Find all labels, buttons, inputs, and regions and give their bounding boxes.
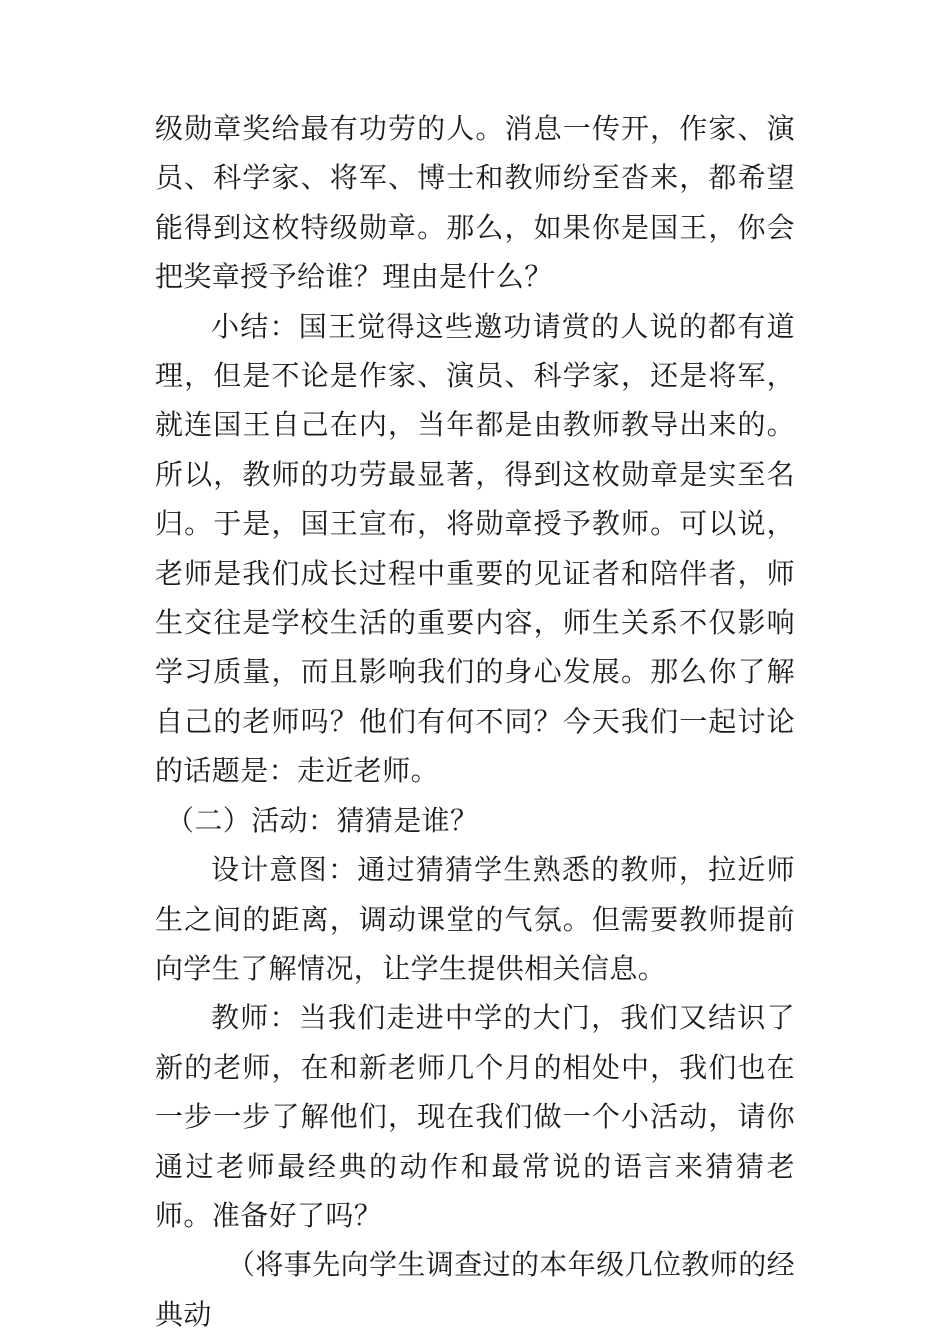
paragraph-instruction-note: （将事先向学生调查过的本年级几位教师的经典动: [155, 1248, 796, 1331]
paragraph-king-medal: 级勋章奖给最有功劳的人。消息一传开，作家、演员、科学家、将军、博士和教师纷至沓来，都希望能得到这枚特级勋章。那么，如果你是国王，你会把奖章授予给谁？理由是什么？: [155, 112, 795, 294]
document-body: [155, 104, 795, 1339]
paragraph-summary: 小结：国王觉得这些邀功请赏的人说的都有道理，但是不论是作家、演员、科学家，还是将军，就连国王自己在内，当年都是由教师教导出来的。所以，教师的功劳最显著，得到这枚勋章是实至名归。于是，国王宣布，将勋章授予教师。可以说，老师是我们成长过程中重要的见证者和陪伴者，师生交往是学校生活的重要内容，师生关系不仅影响学习质量，而且影响我们的身心发展。那么你了解自己的老师吗？他们有何不同？今天我们一起讨论的话题是：走近老师。: [155, 309, 795, 788]
paragraph-teacher-speech: 教师：当我们走进中学的大门，我们又结识了新的老师，在和新老师几个月的相处中，我们也在一步一步了解他们，现在我们做一个小活动，请你通过老师最经典的动作和最常说的语言来猜猜老师。准备好了吗？: [155, 1001, 795, 1232]
paragraph-design-intent: 设计意图：通过猜猜学生熟悉的教师，拉近师生之间的距离，调动课堂的气氛。但需要教师提前向学生了解情况，让学生提供相关信息。: [155, 853, 795, 985]
section-heading-activity: （二）活动：猜猜是谁？: [166, 803, 479, 837]
